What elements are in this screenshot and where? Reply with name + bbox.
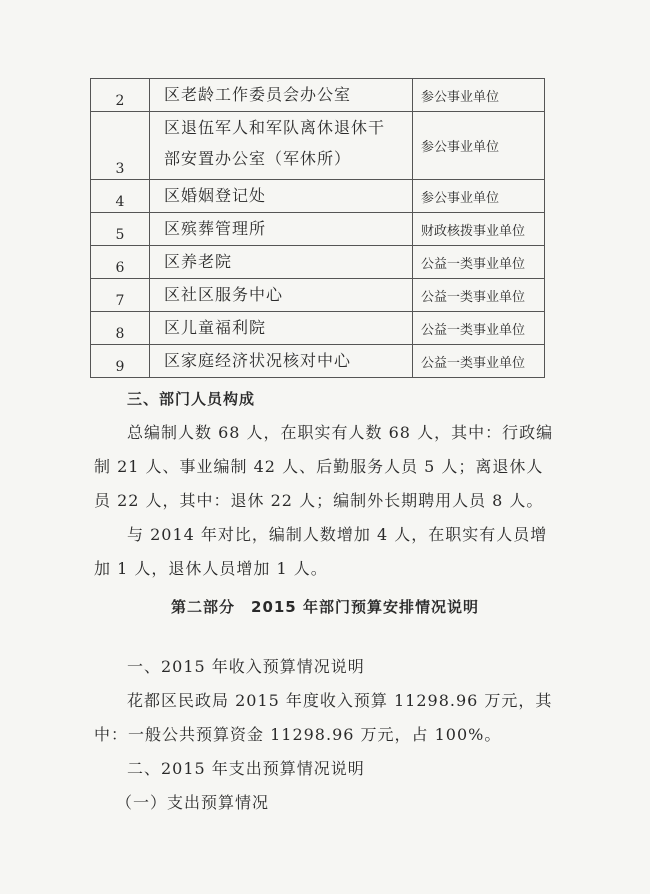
unit-type: 公益一类事业单位 [413,312,545,345]
unit-type: 参公事业单位 [413,79,545,112]
row-number: 6 [91,246,150,279]
row-number: 7 [91,279,150,312]
section-budget [94,650,564,820]
unit-name [150,345,413,378]
paragraph: 与 2014 年对比，编制人数增加 4 人，在职实有人员增加 1 人，退休人员增加 1 人。 [94,525,548,578]
unit-type: 公益一类事业单位 [413,246,545,279]
table-row [91,279,545,312]
unit-name [150,180,413,213]
table-row [91,312,545,345]
unit-name [150,213,413,246]
table-row [91,213,545,246]
unit-type: 财政核拨事业单位 [413,213,545,246]
unit-name-line: 区婚姻登记处 [164,186,267,205]
row-number: 8 [91,312,150,345]
section-heading: 三、部门人员构成 [127,390,256,408]
section-staff-composition [94,382,559,586]
unit-name-line: 区家庭经济状况核对中心 [164,351,352,370]
table-row [91,180,545,213]
row-number: 4 [91,180,150,213]
unit-name-line: 区殡葬管理所 [164,219,267,238]
unit-type: 参公事业单位 [413,180,545,213]
table-row [91,112,545,180]
part-title: 第二部分 2015 年部门预算安排情况说明 [171,598,479,616]
table-row [91,79,545,112]
row-number: 5 [91,213,150,246]
subsection-heading: 二、2015 年支出预算情况说明 [127,759,365,778]
unit-name [150,112,413,180]
table-row [91,246,545,279]
table-row [91,345,545,378]
paragraph: 总编制人数 68 人，在职实有人数 68 人，其中：行政编制 21 人、事业编制 42 人、后勤服务人员 5 人；离退休人员 22 人，其中：退休 22 人；编制外长期聘用人员 8 人。 [94,423,554,510]
subsection-heading: 一、2015 年收入预算情况说明 [127,657,365,676]
unit-name-line: 区养老院 [164,252,233,271]
unit-name-line: 区社区服务中心 [164,285,284,304]
unit-name [150,312,413,345]
unit-name-line: 区退伍军人和军队离休退休干 [164,118,386,137]
unit-name [150,79,413,112]
units-table [90,78,545,378]
unit-type: 参公事业单位 [413,112,545,180]
row-number: 3 [91,112,150,180]
list-item: （一）支出预算情况 [116,793,270,812]
unit-name-line: 区儿童福利院 [164,318,267,337]
row-number: 9 [91,345,150,378]
unit-name-line: 部安置办公室（军休所） [164,149,352,168]
paragraph: 花都区民政局 2015 年度收入预算 11298.96 万元，其中：一般公共预算资金 11298.96 万元，占 100%。 [94,691,553,744]
unit-type: 公益一类事业单位 [413,279,545,312]
unit-type: 公益一类事业单位 [413,345,545,378]
unit-name [150,246,413,279]
row-number: 2 [91,79,150,112]
unit-name-line: 区老龄工作委员会办公室 [164,85,352,104]
unit-name [150,279,413,312]
